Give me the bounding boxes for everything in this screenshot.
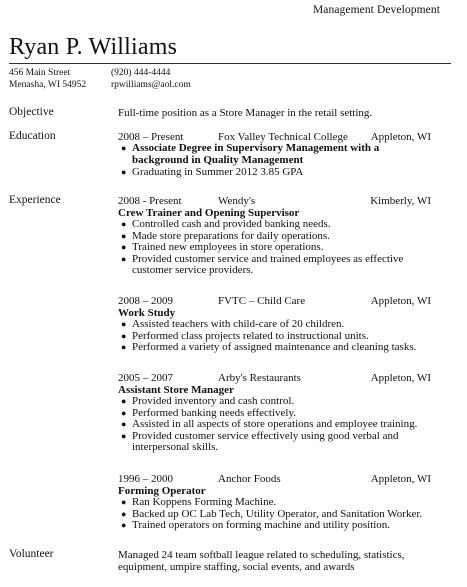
header-note: Management Development — [312, 4, 440, 16]
job-duty: Provided customer service and trained employees as effective customer service providers. — [132, 252, 404, 277]
job-duty: Performed banking needs effectively. — [132, 406, 297, 419]
education-graduation: Graduating in Summer 2012 3.85 GPA — [132, 166, 304, 178]
job-duties-list — [118, 396, 437, 454]
experience-label: Experience — [9, 194, 61, 206]
address-line1: 456 Main Street — [9, 68, 71, 78]
job-title: Assistant Store Manager — [118, 384, 234, 396]
education-school: Fox Valley Technical College — [218, 131, 348, 143]
list-item — [118, 143, 437, 166]
phone-number: (920) 444-4444 — [111, 68, 171, 78]
job-duty: Backed up OC Lab Tech, Utility Operator, and Sanitation Worker. — [132, 507, 423, 520]
job-employer: Anchor Foods — [218, 473, 281, 485]
job-duty: Trained new employees in store operations. — [132, 241, 324, 254]
job-duty: Performed a variety of assigned maintenance and cleaning tasks. — [132, 341, 417, 354]
job-location: Appleton, WI — [370, 473, 431, 485]
job-location: Appleton, WI — [370, 295, 431, 307]
bullet-icon: ● — [121, 330, 127, 341]
job-header-row — [118, 295, 431, 307]
job-duty: Provided inventory and cash control. — [132, 395, 295, 407]
education-label: Education — [9, 130, 56, 142]
job-dates: 1996 – 2000 — [118, 473, 173, 485]
bullet-icon: ● — [121, 497, 127, 507]
resume-name: Ryan P. Williams — [9, 34, 178, 60]
bullet-icon: ● — [121, 407, 127, 418]
job-duties-list — [118, 219, 437, 277]
bullet-icon: ● — [121, 319, 127, 329]
education-degree-list — [118, 143, 437, 166]
contact-block — [111, 67, 191, 91]
bullet-icon: ● — [121, 396, 127, 406]
bullet-icon: ● — [121, 430, 127, 441]
job-header-row — [118, 372, 431, 384]
job-title: Crew Trainer and Opening Supervisor — [118, 207, 300, 219]
bullet-icon: ● — [121, 219, 127, 229]
job-employer: FVTC – Child Care — [218, 295, 306, 307]
job-location: Appleton, WI — [370, 372, 431, 384]
job-duty: Assisted teachers with child-care of 20 children. — [132, 318, 345, 330]
education-degree: Associate Degree in Supervisory Management with a background in Quality Management — [132, 142, 380, 166]
objective-text: Full-time position as a Store Manager in the retail setting. — [118, 107, 373, 119]
job-title: Work Study — [118, 307, 176, 319]
bullet-icon: ● — [121, 167, 127, 177]
job-employer: Wendy's — [218, 195, 256, 207]
job-duty: Assisted in all aspects of store operations and employee training. — [132, 418, 418, 431]
job-title: Forming Operator — [118, 485, 206, 497]
job-duty: Made store preparations for daily operations. — [132, 229, 330, 242]
job-duties-list — [118, 497, 437, 532]
job-duty: Provided customer service effectively using good verbal and interpersonal skills. — [132, 429, 399, 454]
education-details-list — [118, 167, 437, 179]
objective-label: Objective — [9, 106, 54, 118]
bullet-icon: ● — [121, 520, 127, 531]
job-header-row — [118, 195, 431, 207]
address-line2: Menasha, WI 54952 — [9, 80, 87, 90]
list-item — [118, 431, 437, 454]
job-employer: Arby's Restaurants — [218, 372, 301, 384]
bullet-icon: ● — [121, 143, 127, 153]
education-location: Appleton, WI — [370, 131, 431, 143]
email-address: rpwilliams@aol.com — [111, 80, 191, 90]
list-item — [118, 520, 437, 532]
job-duties-list — [118, 319, 437, 354]
header-rule — [9, 63, 451, 64]
bullet-icon: ● — [121, 508, 127, 519]
address-block — [9, 67, 86, 91]
job-duty: Ran Koppens Forming Machine. — [132, 496, 277, 508]
education-dates: 2008 – Present — [118, 131, 184, 143]
job-dates: 2008 - Present — [118, 195, 182, 207]
job-header-row — [118, 473, 431, 485]
volunteer-text: Managed 24 team softball league related to scheduling, statistics, equipment, umpire staffing, social events, and awards — [118, 549, 405, 573]
bullet-icon: ● — [121, 253, 127, 264]
list-item — [118, 167, 437, 179]
job-duty: Performed class projects related to instructional units. — [132, 329, 369, 342]
job-duty: Controlled cash and provided banking needs. — [132, 218, 331, 230]
bullet-icon: ● — [121, 230, 127, 241]
bullet-icon: ● — [121, 342, 127, 353]
job-duty: Trained operators on forming machine and utility position. — [132, 519, 391, 532]
bullet-icon: ● — [121, 419, 127, 430]
bullet-icon: ● — [121, 242, 127, 253]
job-location: Kimberly, WI — [370, 195, 431, 207]
list-item — [118, 254, 437, 277]
volunteer-label: Volunteer — [9, 548, 54, 560]
job-dates: 2008 – 2009 — [118, 295, 173, 307]
job-dates: 2005 – 2007 — [118, 372, 173, 384]
list-item — [118, 342, 437, 354]
